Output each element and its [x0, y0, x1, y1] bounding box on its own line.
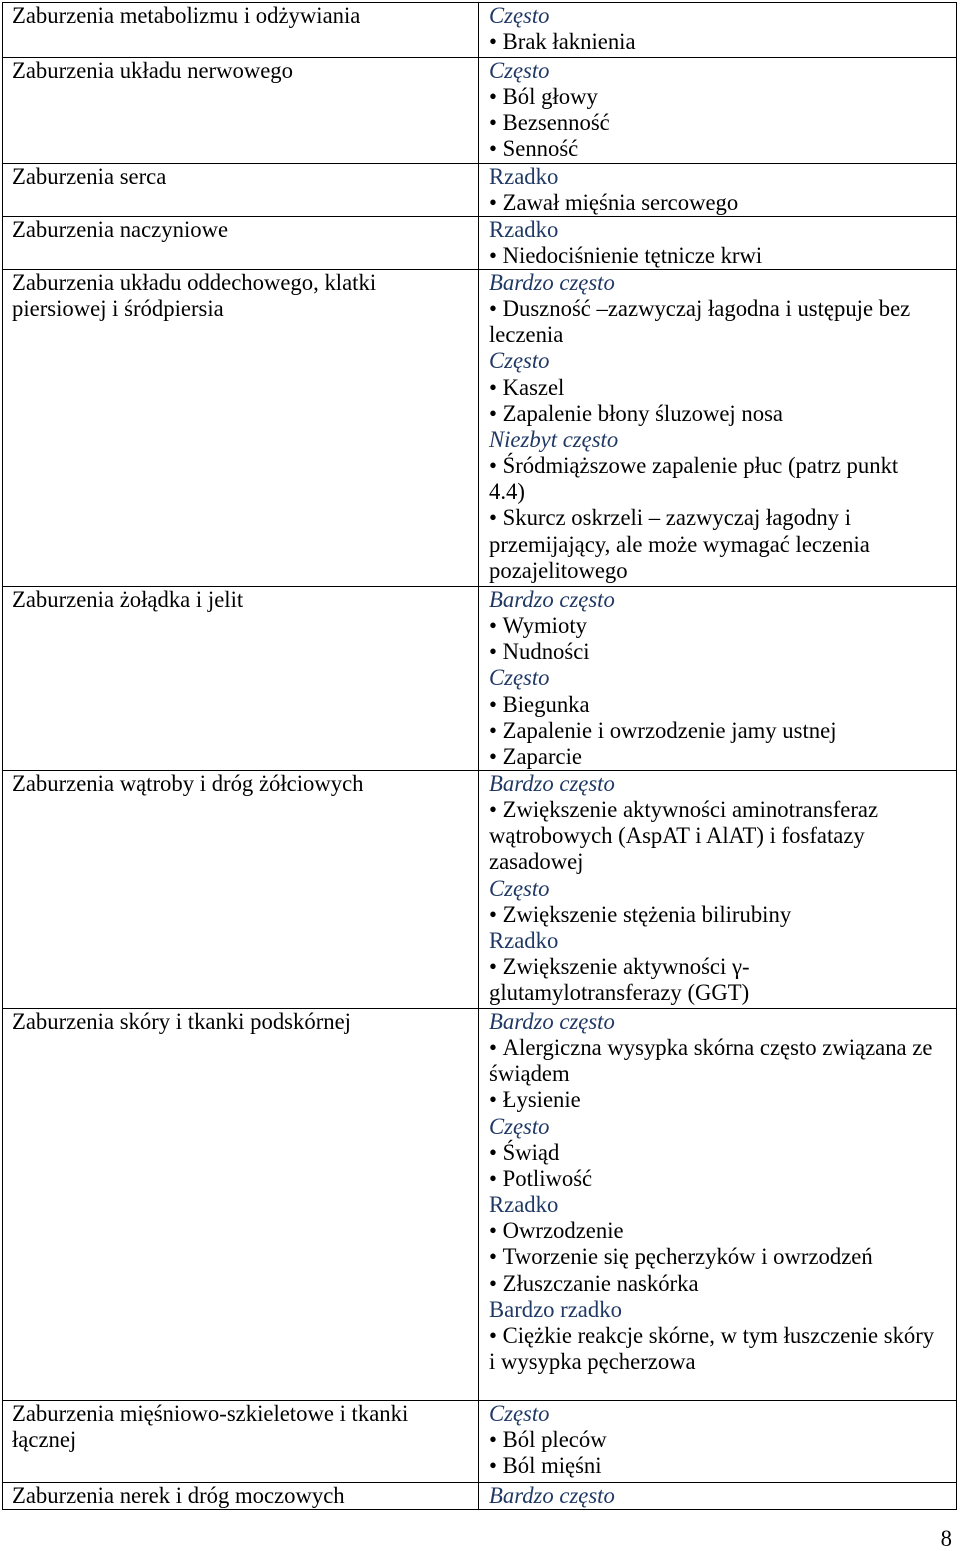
frequency-label: Bardzo często: [489, 270, 615, 295]
adverse-effect-item: • Duszność –zazwyczaj łagodna i ustępuje bez leczenia: [489, 296, 954, 348]
frequency-label: Często: [489, 1401, 550, 1426]
table-row: [3, 163, 956, 216]
adverse-effect-item: • Nudności: [489, 639, 954, 665]
table-row: [3, 216, 956, 269]
adverse-effect-item: • Owrzodzenie: [489, 1218, 954, 1244]
frequency-label: Rzadko: [489, 927, 559, 953]
frequency-cell: [479, 3, 956, 57]
adverse-effect-item: • Wymioty: [489, 613, 954, 639]
adverse-effect-item: • Alergiczna wysypka skórna często związana ze świądem: [489, 1035, 954, 1087]
frequency-cell: [479, 1483, 956, 1509]
frequency-label: Bardzo rzadko: [489, 1296, 622, 1322]
adverse-effect-item: • Zawał mięśnia sercowego: [489, 190, 954, 216]
frequency-label: Często: [489, 3, 550, 28]
table-row: [3, 1008, 956, 1400]
frequency-cell: [479, 217, 956, 269]
frequency-label: Bardzo często: [489, 1483, 615, 1508]
adverse-effect-item: • Ból pleców: [489, 1427, 954, 1453]
adverse-effect-item: • Bezsenność: [489, 110, 954, 136]
frequency-label: Często: [489, 875, 550, 901]
table-row: [3, 770, 956, 1008]
frequency-label: Niezbyt często: [489, 426, 619, 452]
adverse-effect-item: • Tworzenie się pęcherzyków i owrzodzeń: [489, 1244, 954, 1270]
frequency-cell: [479, 771, 956, 1008]
frequency-cell: [479, 164, 956, 216]
frequency-label: Często: [489, 58, 550, 83]
organ-class-cell: Zaburzenia nerek i dróg moczowych: [3, 1483, 479, 1509]
table-row: [3, 57, 956, 163]
frequency-label: Często: [489, 665, 550, 691]
adverse-effect-item: • Ból mięśni: [489, 1453, 954, 1479]
frequency-label: Często: [489, 348, 550, 374]
table-row: [3, 1482, 956, 1509]
adverse-effect-item: • Złuszczanie naskórka: [489, 1271, 954, 1297]
frequency-cell: [479, 1009, 956, 1400]
organ-class-cell: Zaburzenia układu nerwowego: [3, 58, 479, 163]
frequency-cell: [479, 270, 956, 586]
organ-class-cell: Zaburzenia mięśniowo-szkieletowe i tkanki łącznej: [3, 1401, 479, 1482]
table-row: [3, 269, 956, 586]
adverse-effect-item: • Ciężkie reakcje skórne, w tym łuszczenie skóry i wysypka pęcherzowa: [489, 1323, 954, 1375]
adverse-effect-item: • Śródmiąższowe zapalenie płuc (patrz punkt 4.4): [489, 453, 954, 505]
adverse-effect-item: • Łysienie: [489, 1087, 954, 1113]
organ-class-cell: Zaburzenia układu oddechowego, klatki piersiowej i śródpiersia: [3, 270, 479, 586]
adverse-effect-item: • Świąd: [489, 1140, 954, 1166]
adverse-effect-item: • Zapalenie i owrzodzenie jamy ustnej: [489, 718, 954, 744]
frequency-label: Rzadko: [489, 217, 559, 242]
frequency-label: Rzadko: [489, 164, 559, 189]
adverse-effect-item: • Senność: [489, 136, 954, 162]
page-number: 8: [940, 1526, 952, 1551]
adverse-effect-item: • Zaparcie: [489, 744, 954, 770]
frequency-label: Bardzo często: [489, 1009, 615, 1034]
table-row: [3, 586, 956, 770]
frequency-cell: [479, 58, 956, 163]
adverse-effect-item: • Niedociśnienie tętnicze krwi: [489, 243, 954, 269]
frequency-label: Bardzo często: [489, 587, 615, 612]
organ-class-cell: Zaburzenia skóry i tkanki podskórnej: [3, 1009, 479, 1400]
adverse-effect-item: • Zwiększenie stężenia bilirubiny: [489, 902, 954, 928]
frequency-label: Rzadko: [489, 1192, 559, 1218]
organ-class-cell: Zaburzenia wątroby i dróg żółciowych: [3, 771, 479, 1008]
organ-class-cell: Zaburzenia żołądka i jelit: [3, 587, 479, 770]
adverse-effect-item: • Biegunka: [489, 692, 954, 718]
organ-class-cell: Zaburzenia serca: [3, 164, 479, 216]
table-row: [3, 1400, 956, 1482]
frequency-label: Bardzo często: [489, 771, 615, 796]
adverse-effect-item: • Zwiększenie aktywności γ- glutamylotransferazy (GGT): [489, 954, 954, 1006]
adverse-effects-table: [2, 2, 957, 1510]
adverse-effect-item: • Ból głowy: [489, 84, 954, 110]
adverse-effect-item: • Brak łaknienia: [489, 29, 954, 55]
organ-class-cell: Zaburzenia metabolizmu i odżywiania: [3, 3, 479, 57]
adverse-effect-item: • Potliwość: [489, 1166, 954, 1192]
adverse-effect-item: • Kaszel: [489, 375, 954, 401]
adverse-effect-item: • Zwiększenie aktywności aminotransferaz wątrobowych (AspAT i AlAT) i fosfatazy zasadowej: [489, 797, 954, 875]
frequency-label: Często: [489, 1113, 550, 1139]
adverse-effect-item: • Zapalenie błony śluzowej nosa: [489, 401, 954, 427]
adverse-effect-item: • Skurcz oskrzeli – zazwyczaj łagodny i przemijający, ale może wymagać leczenia pozajelitowego: [489, 505, 954, 583]
frequency-cell: [479, 1401, 956, 1482]
organ-class-cell: Zaburzenia naczyniowe: [3, 217, 479, 269]
frequency-cell: [479, 587, 956, 770]
table-row: [3, 2, 956, 57]
